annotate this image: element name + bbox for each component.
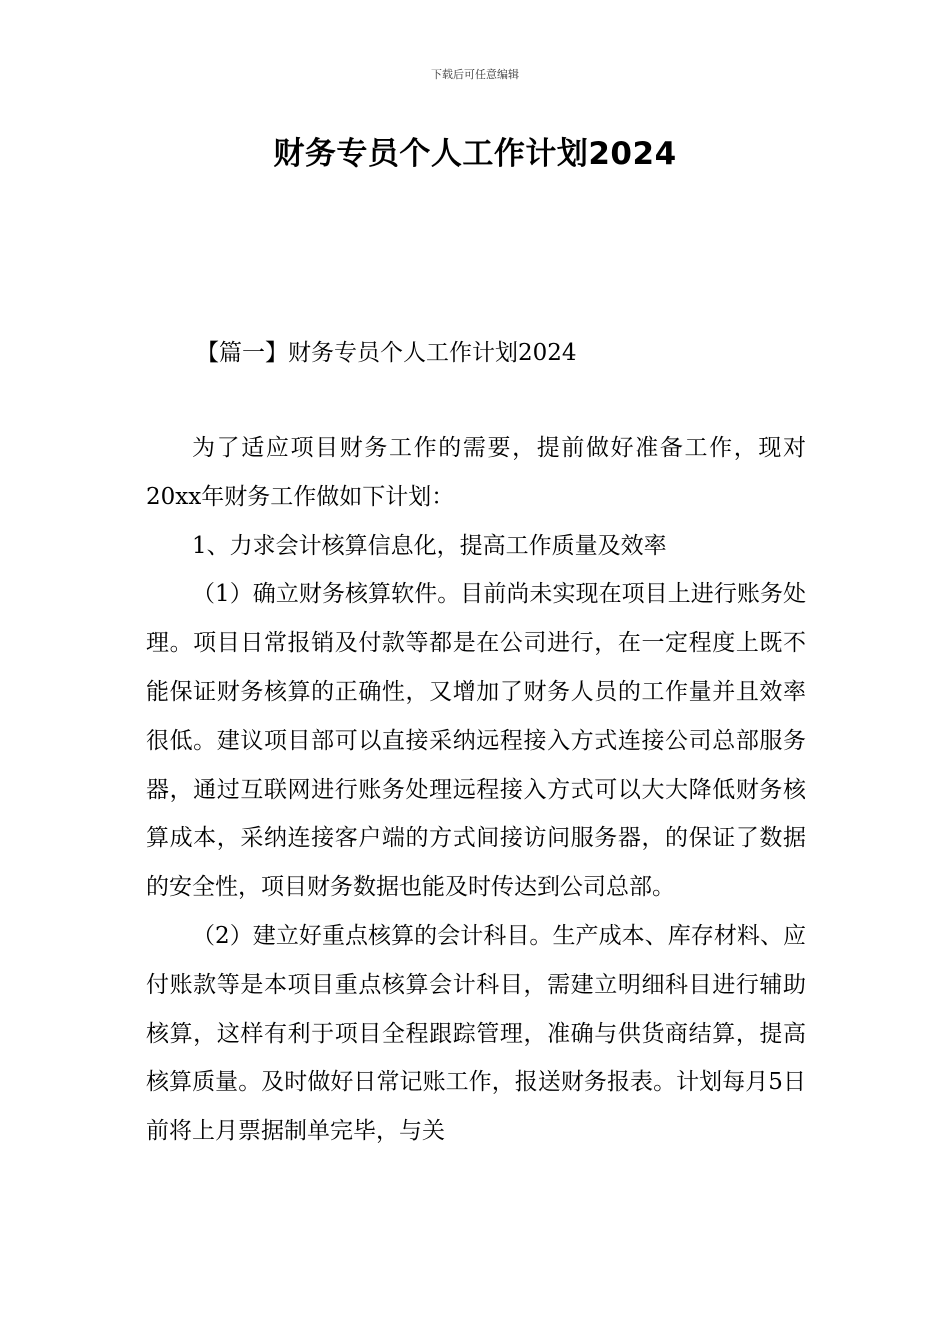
paragraph: 为了适应项目财务工作的需要，提前做好准备工作，现对20xx年财务工作做如下计划： [146,435,806,510]
paragraph: 1、力求会计核算信息化，提高工作质量及效率 [192,532,667,559]
header-note: 下载后可任意编辑 [431,68,519,81]
section-heading: 【篇一】财务专员个人工作计划2024 [196,340,577,366]
paragraph: （2）建立好重点核算的会计科目。生产成本、库存材料、应付账款等是本项目重点核算会计科目，需建立明细科目进行辅助核算，这样有利于项目全程跟踪管理，准确与供货商结算，提高核算质量。及时做好日常记账工作，报送财务报表。计划每月5日前将上月票据制单完毕，与关 [146,922,806,1145]
paragraph: （1）确立财务核算软件。目前尚未实现在项目上进行账务处理。项目日常报销及付款等都是在公司进行，在一定程度上既不能保证财务核算的正确性，又增加了财务人员的工作量并且效率很低。建议项目部可以直接采纳远程接入方式连接公司总部服务器，通过互联网进行账务处理远程接入方式可以大大降低财务核算成本，采纳连接客户端的方式间接访问服务器，的保证了数据的安全性，项目财务数据也能及时传达到公司总部。 [146,581,806,901]
document-title: 财务专员个人工作计划2024 [273,136,677,172]
document-body [146,424,806,1156]
